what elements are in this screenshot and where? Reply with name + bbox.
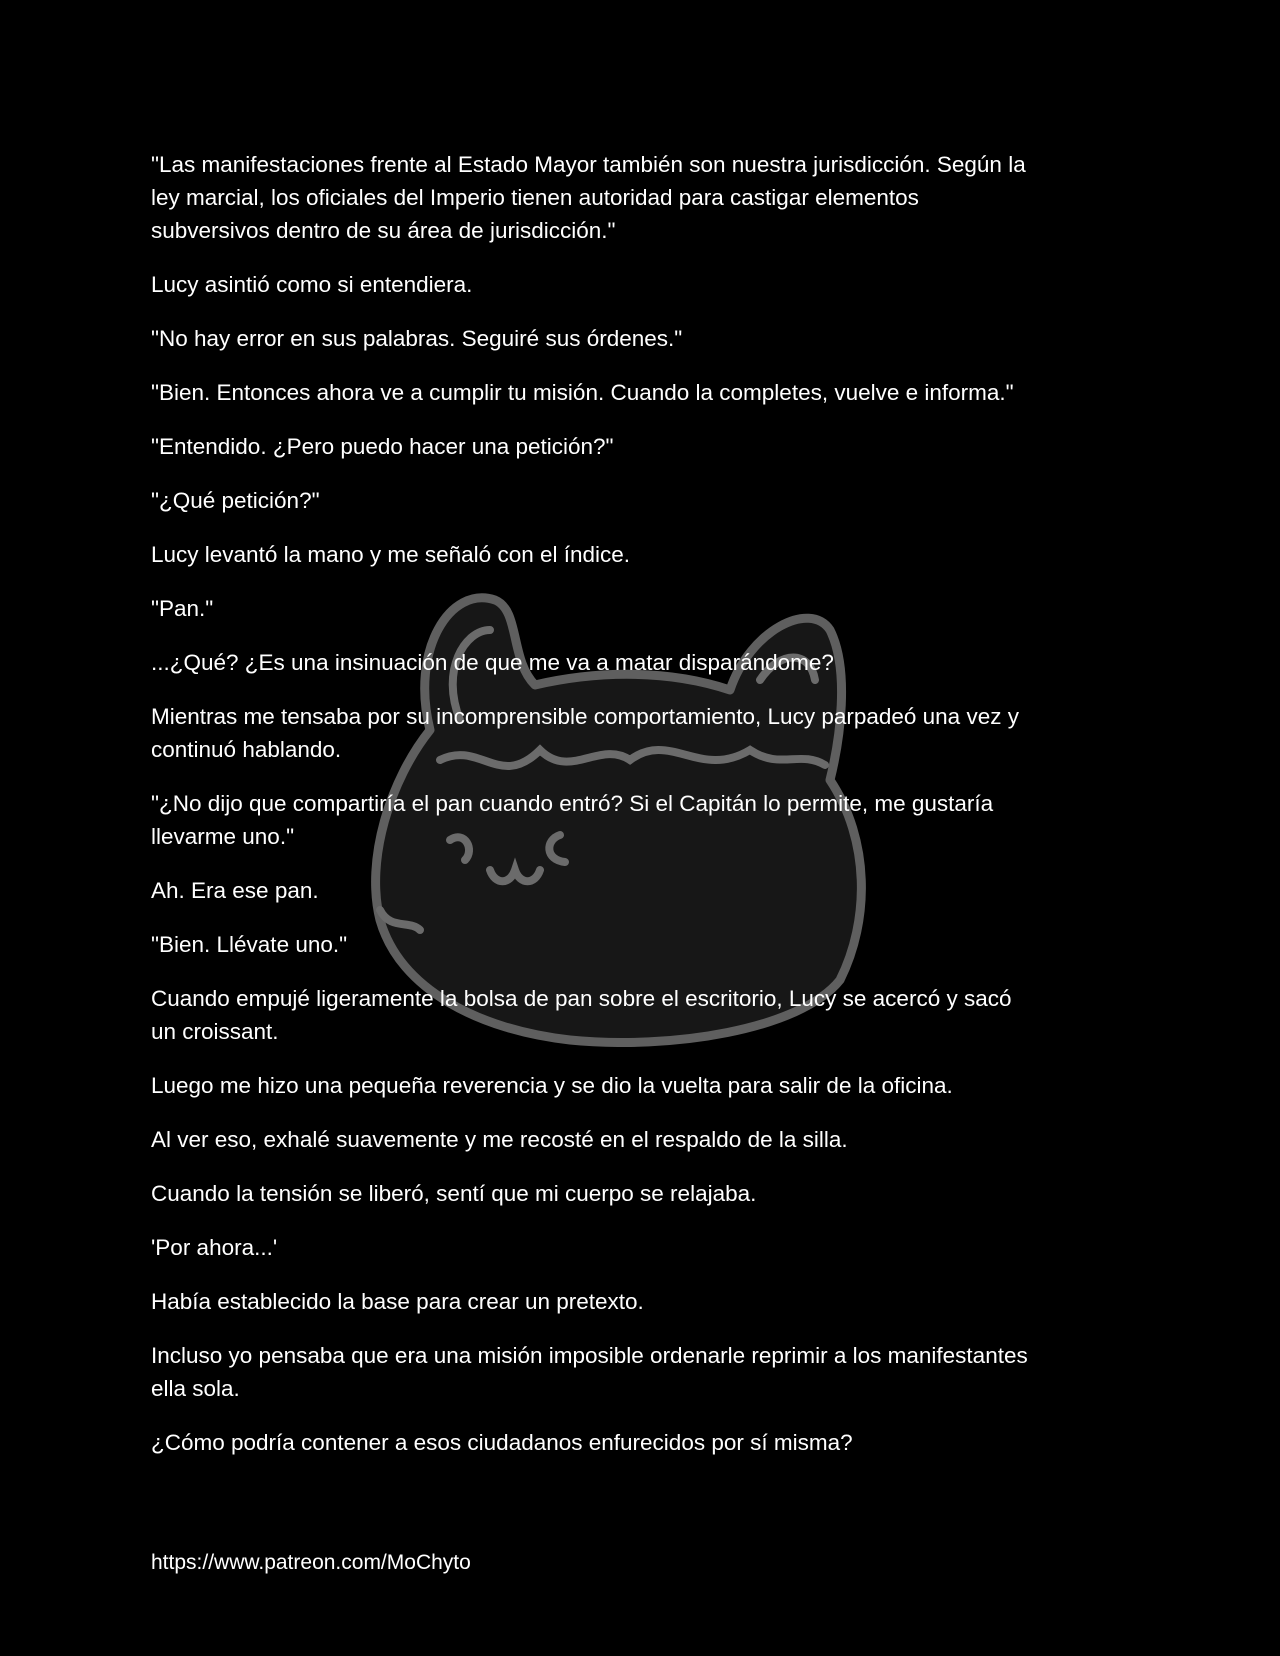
text-line: Ah. Era ese pan. bbox=[151, 878, 319, 903]
text-line: Al ver eso, exhalé suavemente y me recosté en el respaldo de la silla. bbox=[151, 1127, 848, 1152]
text-line: "Pan." bbox=[151, 596, 214, 621]
text-line: Había establecido la base para crear un pretexto. bbox=[151, 1289, 644, 1314]
text-line: "¿No dijo que compartiría el pan cuando entró? Si el Capitán lo permite, me gustaría bbox=[151, 791, 994, 816]
text-line: Cuando empujé ligeramente la bolsa de pan sobre el escritorio, Lucy se acercó y sacó bbox=[151, 986, 1012, 1011]
text-line: continuó hablando. bbox=[151, 737, 342, 762]
paragraph bbox=[151, 538, 1251, 571]
text-line: "Las manifestaciones frente al Estado Mayor también son nuestra jurisdicción. Según la bbox=[151, 152, 1026, 177]
paragraph bbox=[151, 322, 1251, 355]
paragraph bbox=[151, 1285, 1251, 1318]
text-line: subversivos dentro de su área de jurisdicción." bbox=[151, 218, 616, 243]
text-line: Luego me hizo una pequeña reverencia y se dio la vuelta para salir de la oficina. bbox=[151, 1073, 953, 1098]
paragraph bbox=[151, 928, 1251, 961]
text-line: Incluso yo pensaba que era una misión imposible ordenarle reprimir a los manifestantes bbox=[151, 1343, 1028, 1368]
paragraph bbox=[151, 484, 1251, 517]
text-line: ¿Cómo podría contener a esos ciudadanos enfurecidos por sí misma? bbox=[151, 1430, 853, 1455]
paragraph bbox=[151, 1069, 1251, 1102]
paragraph bbox=[151, 430, 1251, 463]
text-line: "¿Qué petición?" bbox=[151, 488, 320, 513]
text-line: Cuando la tensión se liberó, sentí que mi cuerpo se relajaba. bbox=[151, 1181, 757, 1206]
paragraph bbox=[151, 700, 1251, 766]
text-line: "Bien. Entonces ahora ve a cumplir tu misión. Cuando la completes, vuelve e informa." bbox=[151, 380, 1014, 405]
paragraph bbox=[151, 268, 1251, 301]
text-line: ella sola. bbox=[151, 1376, 240, 1401]
story-text bbox=[151, 148, 1251, 1480]
text-line: "Entendido. ¿Pero puedo hacer una petición?" bbox=[151, 434, 614, 459]
paragraph bbox=[151, 1426, 1251, 1459]
text-line: Mientras me tensaba por su incomprensible comportamiento, Lucy parpadeó una vez y bbox=[151, 704, 1019, 729]
patreon-link[interactable]: https://www.patreon.com/MoChyto bbox=[151, 1551, 471, 1574]
paragraph bbox=[151, 1123, 1251, 1156]
text-line: "Bien. Llévate uno." bbox=[151, 932, 348, 957]
paragraph bbox=[151, 982, 1251, 1048]
text-line: ...¿Qué? ¿Es una insinuación de que me va a matar disparándome? bbox=[151, 650, 834, 675]
text-line: llevarme uno." bbox=[151, 824, 295, 849]
paragraph bbox=[151, 148, 1251, 247]
paragraph bbox=[151, 1231, 1251, 1264]
paragraph bbox=[151, 1177, 1251, 1210]
text-line: Lucy asintió como si entendiera. bbox=[151, 272, 473, 297]
paragraph bbox=[151, 874, 1251, 907]
text-line: 'Por ahora...' bbox=[151, 1235, 278, 1260]
text-line: Lucy levantó la mano y me señaló con el índice. bbox=[151, 542, 631, 567]
text-line: un croissant. bbox=[151, 1019, 279, 1044]
text-line: "No hay error en sus palabras. Seguiré sus órdenes." bbox=[151, 326, 683, 351]
text-line: ley marcial, los oficiales del Imperio tienen autoridad para castigar elementos bbox=[151, 185, 919, 210]
paragraph bbox=[151, 1339, 1251, 1405]
paragraph bbox=[151, 787, 1251, 853]
paragraph bbox=[151, 592, 1251, 625]
paragraph bbox=[151, 646, 1251, 679]
paragraph bbox=[151, 376, 1251, 409]
